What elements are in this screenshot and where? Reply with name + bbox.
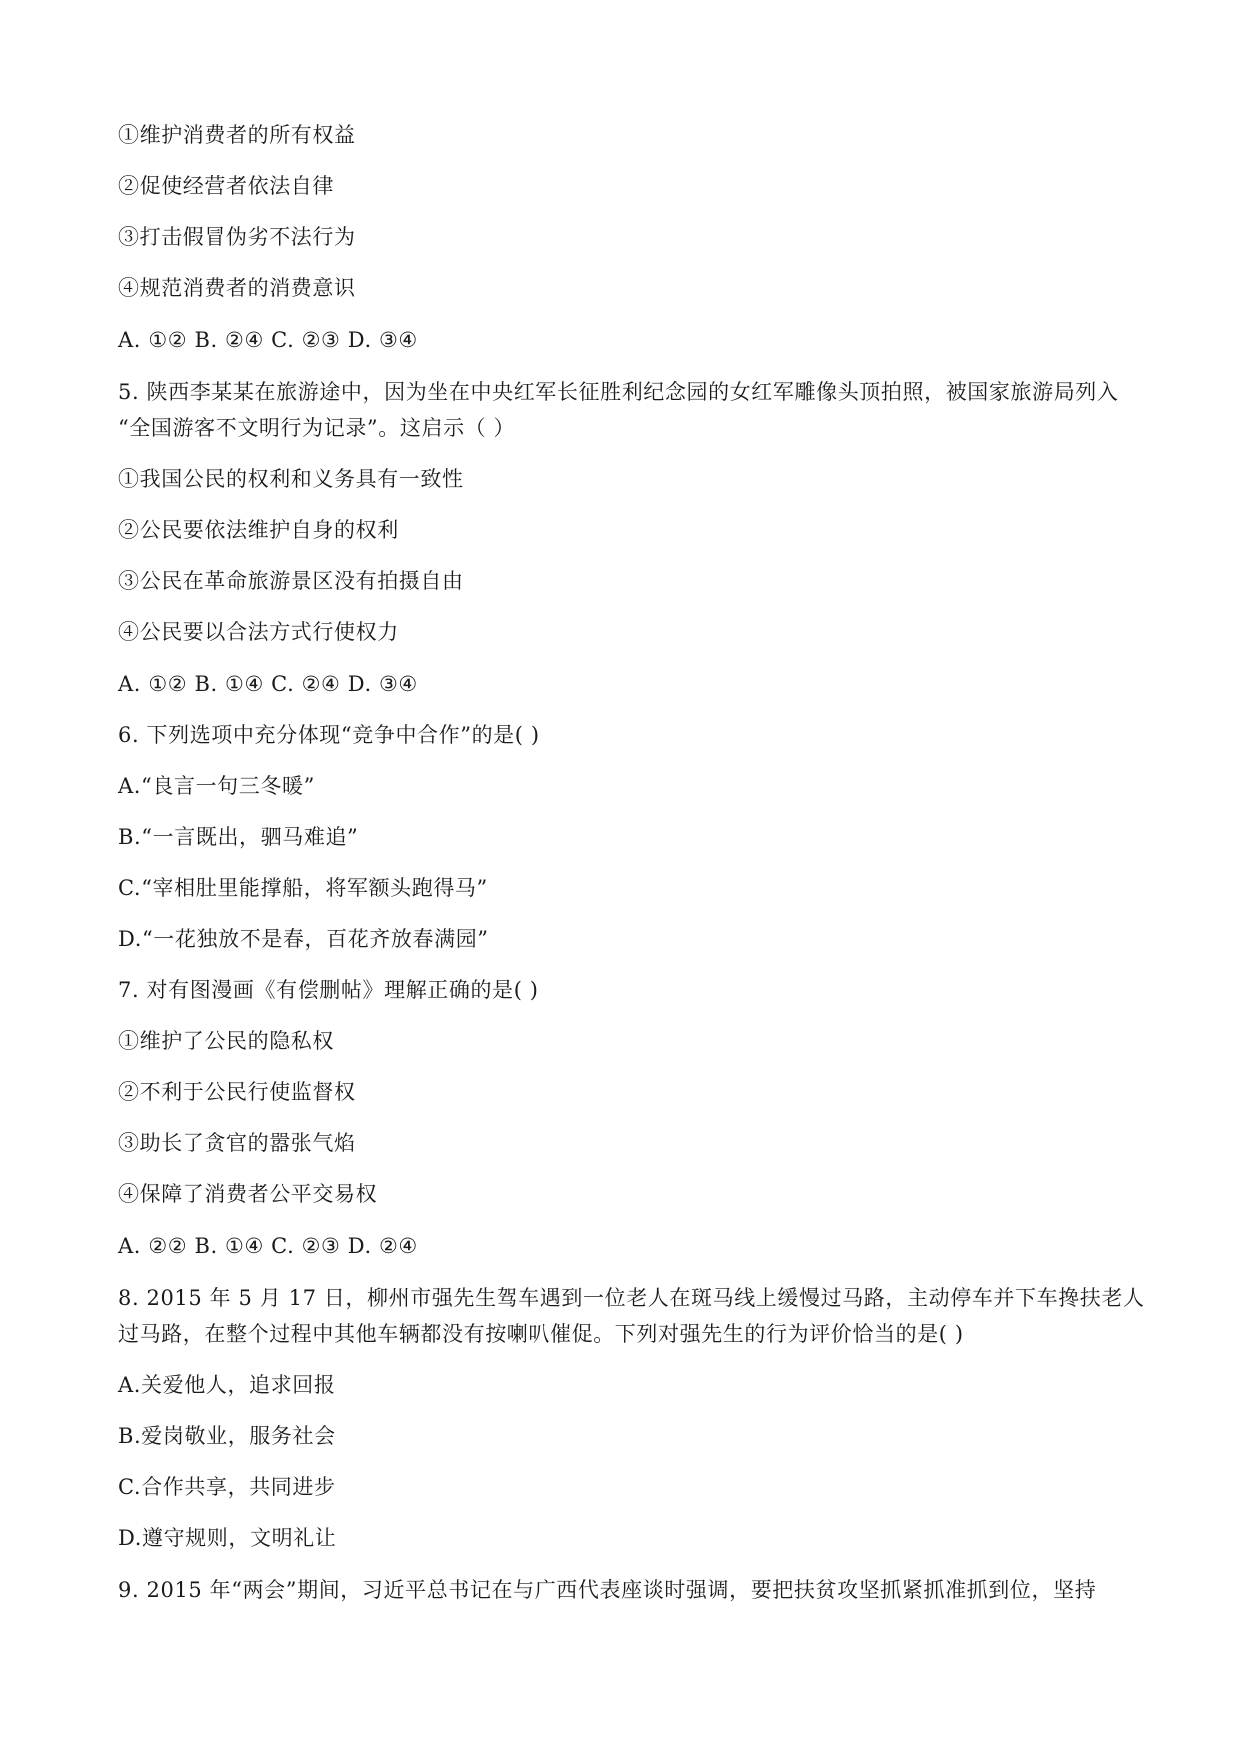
q4-option-3: ③打击假冒伪劣不法行为 — [118, 225, 356, 249]
q5-option-1: ①我国公民的权利和义务具有一致性 — [118, 467, 464, 491]
q6-option-d: D.“一花独放不是春，百花齐放春满园” — [118, 927, 489, 951]
q8-option-c: C.合作共享，共同进步 — [118, 1475, 336, 1499]
q5-answer-choices: A. ①② B. ①④ C. ②④ D. ③④ — [118, 672, 418, 696]
q7-option-4: ④保障了消费者公平交易权 — [118, 1182, 378, 1206]
q7-option-3: ③助长了贪官的嚣张气焰 — [118, 1131, 356, 1155]
q5-option-2: ②公民要依法维护自身的权利 — [118, 518, 399, 542]
q7-stem: 7. 对有图漫画《有偿删帖》理解正确的是( ) — [118, 978, 539, 1002]
q8-stem-line-1: 8. 2015 年 5 月 17 日，柳州市强先生驾车遇到一位老人在斑马线上缓慢过马路，主动停车并下车搀扶老人 — [118, 1286, 1145, 1310]
q5-stem-line-1: 5. 陕西李某某在旅游途中，因为坐在中央红军长征胜利纪念园的女红军雕像头顶拍照，被国家旅游局列入 — [118, 380, 1119, 404]
q5-stem-line-2: “全国游客不文明行为记录”。这启示（ ） — [118, 416, 516, 440]
q4-option-4: ④规范消费者的消费意识 — [118, 276, 356, 300]
q5-option-3: ③公民在革命旅游景区没有拍摄自由 — [118, 569, 464, 593]
q9-stem-line-1: 9. 2015 年“两会”期间，习近平总书记在与广西代表座谈时强调，要把扶贫攻坚抓紧抓准抓到位，坚持 — [118, 1578, 1097, 1602]
q5-option-4: ④公民要以合法方式行使权力 — [118, 620, 399, 644]
q6-option-a: A.“良言一句三冬暖” — [118, 774, 315, 798]
q6-option-c: C.“宰相肚里能撑船，将军额头跑得马” — [118, 876, 488, 900]
q4-option-2: ②促使经营者依法自律 — [118, 174, 334, 198]
q4-option-1: ①维护消费者的所有权益 — [118, 123, 356, 147]
q8-option-d: D.遵守规则，文明礼让 — [118, 1526, 337, 1550]
q7-answer-choices: A. ②② B. ①④ C. ②③ D. ②④ — [118, 1234, 418, 1258]
q6-option-b: B.“一言既出，驷马难追” — [118, 825, 359, 849]
q6-stem: 6. 下列选项中充分体现“竞争中合作”的是( ) — [118, 723, 540, 747]
q7-option-2: ②不利于公民行使监督权 — [118, 1080, 356, 1104]
q8-stem-line-2: 过马路，在整个过程中其他车辆都没有按喇叭催促。下列对强先生的行为评价恰当的是( ) — [118, 1322, 964, 1346]
q4-answer-choices: A. ①② B. ②④ C. ②③ D. ③④ — [118, 328, 418, 352]
q8-option-a: A.关爱他人，追求回报 — [118, 1373, 336, 1397]
q8-option-b: B.爱岗敬业，服务社会 — [118, 1424, 336, 1448]
q7-option-1: ①维护了公民的隐私权 — [118, 1029, 334, 1053]
